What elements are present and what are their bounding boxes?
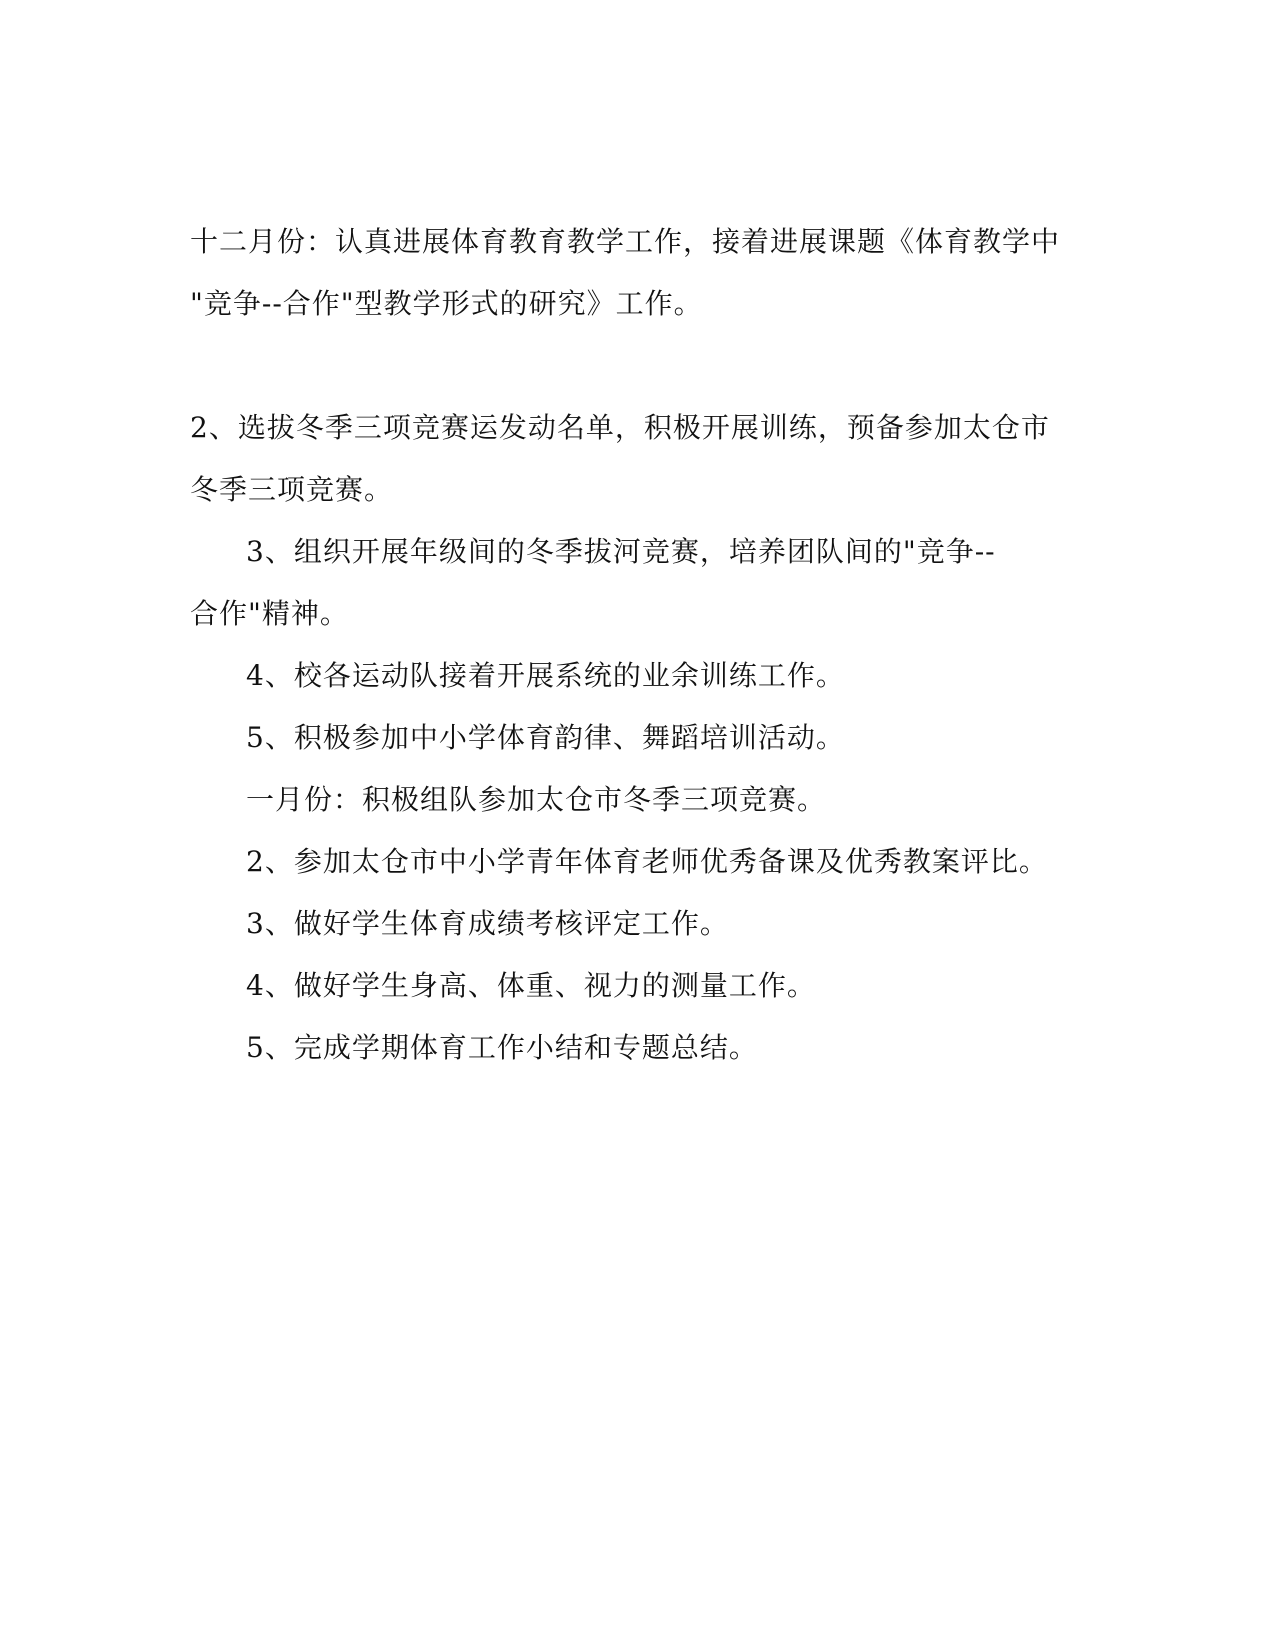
text-line: 冬季三项竞赛。 [190,473,394,506]
text-line: 5、完成学期体育工作小结和专题总结。 [246,1031,758,1064]
text-line: 十二月份：认真进展体育教育教学工作，接着进展课题《体育教学中 [190,225,1061,258]
text-line: 4、做好学生身高、体重、视力的测量工作。 [246,969,816,1002]
text-line: 5、积极参加中小学体育韵律、舞蹈培训活动。 [246,721,845,754]
text-line: 4、校各运动队接着开展系统的业余训练工作。 [246,659,845,692]
text-line: 3、做好学生体育成绩考核评定工作。 [246,907,729,940]
text-line: 3、组织开展年级间的冬季拔河竞赛，培养团队间的"竞争-- [246,535,996,568]
text-line: "竞争--合作"型教学形式的研究》工作。 [190,287,703,320]
text-line: 一月份：积极组队参加太仓市冬季三项竞赛。 [246,783,827,816]
text-line: 2、选拔冬季三项竞赛运发动名单，积极开展训练，预备参加太仓市 [190,411,1050,444]
text-line: 2、参加太仓市中小学青年体育老师优秀备课及优秀教案评比。 [246,845,1048,878]
text-line: 合作"精神。 [190,597,349,630]
